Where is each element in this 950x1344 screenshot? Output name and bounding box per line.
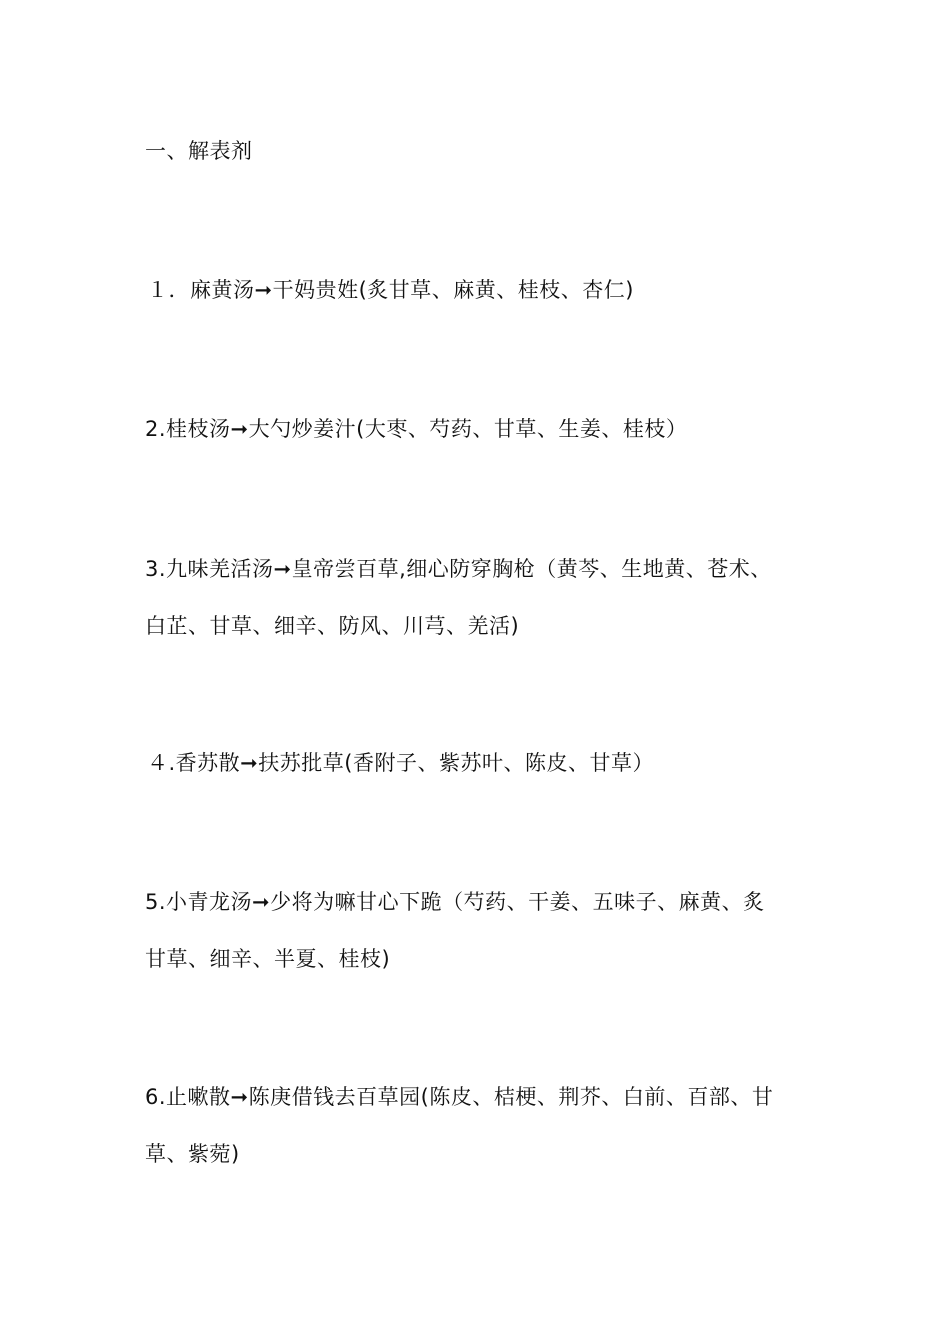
section-title: 一、解表剂 [145,139,253,163]
formula-item-4-line-1: ４.香苏散➞扶苏批草(香附子、紫苏叶、陈皮、甘草） [147,751,654,775]
formula-item-5-line-1: 5.小青龙汤➞少将为嘛甘心下跪（芍药、干姜、五味子、麻黄、炙 [145,890,765,914]
formula-item-5-line-2: 甘草、细辛、半夏、桂枝) [145,947,391,971]
formula-item-3-line-1: 3.九味羌活汤➞皇帝尝百草,细心防穿胸枪（黄芩、生地黄、苍术、 [145,557,772,581]
formula-item-2-line-1: 2.桂枝汤➞大勺炒姜汁(大枣、芍药、甘草、生姜、桂枝） [145,417,688,441]
formula-item-6-line-1: 6.止嗽散➞陈庚借钱去百草园(陈皮、桔梗、荆芥、白前、百部、甘 [145,1085,774,1109]
formula-item-6-line-2: 草、紫菀) [145,1142,240,1166]
formula-item-1-line-1: １．麻黄汤➞干妈贵姓(炙甘草、麻黄、桂枝、杏仁) [147,278,634,302]
formula-item-3-line-2: 白芷、甘草、细辛、防风、川芎、羌活) [145,614,520,638]
